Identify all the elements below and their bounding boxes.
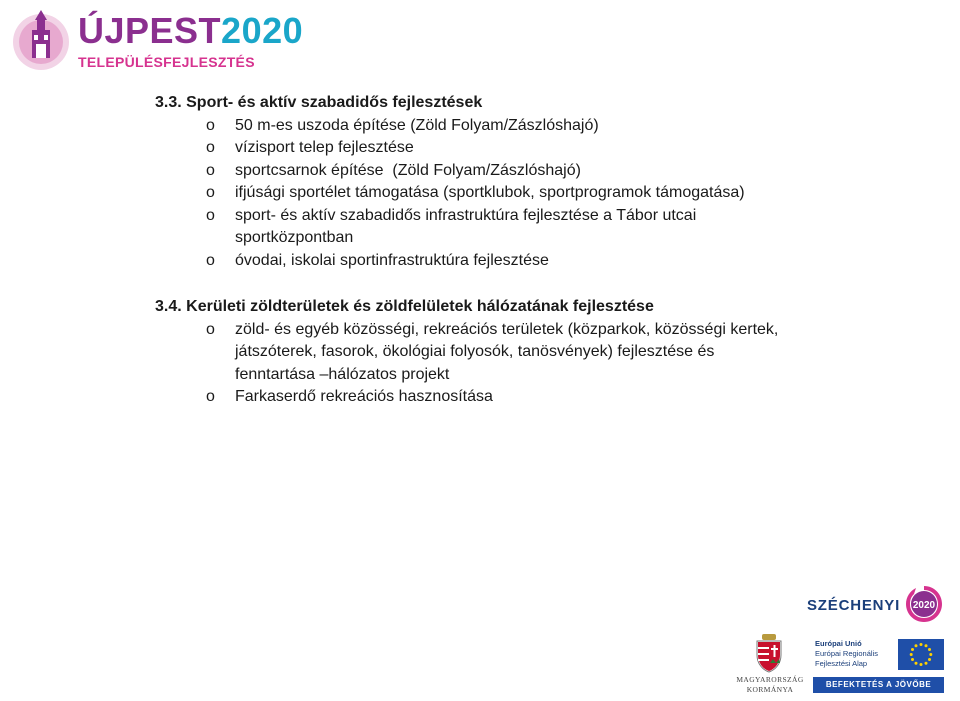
list-item-text: 50 m-es uszoda építése (Zöld Folyam/Zászlóshajó) xyxy=(235,116,599,134)
section-3-4-list xyxy=(155,319,855,409)
ujpest-crest-icon xyxy=(10,8,72,72)
eu-line-1: Európai Unió xyxy=(815,639,862,648)
logo-tagline: TELEPÜLÉSFEJLESZTÉS xyxy=(78,54,255,70)
document-body xyxy=(155,92,855,409)
list-item-text: ifjúsági sportélet támogatása (sportklubok, sportprogramok támogatása) xyxy=(235,184,745,201)
bullet-o-icon: o xyxy=(206,116,215,134)
bullet-o-icon: o xyxy=(206,139,215,156)
list-item-text-continued: fenntartása –hálózatos projekt xyxy=(235,365,450,383)
list-item-text: sport- és aktív szabadidős infrastruktúra fejlesztése a Tábor utcai xyxy=(235,206,697,224)
eu-flag-icon xyxy=(898,639,944,670)
government-line-2: KORMÁNYA xyxy=(746,685,794,694)
bullet-o-icon: o xyxy=(206,184,215,201)
list-item xyxy=(155,319,855,387)
section-title-3-3: 3.3. Sport- és aktív szabadidős fejlesztések xyxy=(155,94,483,111)
bullet-o-icon: o xyxy=(206,320,215,338)
ujpest-2020-logo xyxy=(10,8,304,73)
government-line-1: MAGYARORSZÁG xyxy=(736,675,804,684)
list-item xyxy=(155,386,855,409)
list-item-text: zöld- és egyéb közösségi, rekreációs területek (közparkok, közösségi kertek, xyxy=(235,320,779,338)
list-item xyxy=(155,160,855,183)
eu-line-3: Fejlesztési Alap xyxy=(815,659,868,668)
list-item-text: óvodai, iskolai sportinfrastruktúra fejlesztése xyxy=(235,251,549,269)
logo-name: ÚJPEST xyxy=(78,10,222,51)
logo-brand-text xyxy=(78,12,303,50)
list-item-text: Farkaserdő rekreációs hasznosítása xyxy=(235,388,493,405)
list-item xyxy=(155,182,855,205)
eu-fund-logo xyxy=(813,637,946,695)
szechenyi-2020-logo xyxy=(807,583,942,625)
section-title-3-4: 3.4. Kerületi zöldterületek és zöldfelületek hálózatának fejlesztése xyxy=(155,298,654,315)
funding-logos xyxy=(735,583,950,695)
logo-year: 2020 xyxy=(221,10,304,51)
eu-slogan-banner: BEFEKTETÉS A JÖVŐBE xyxy=(813,677,944,693)
eu-fund-text xyxy=(815,639,878,669)
list-item xyxy=(155,115,855,138)
bullet-o-icon: o xyxy=(206,388,215,405)
hungarian-coat-of-arms-icon xyxy=(753,633,785,673)
bullet-o-icon: o xyxy=(206,251,215,269)
hungarian-government-logo xyxy=(735,633,805,695)
bullet-o-icon: o xyxy=(206,206,215,224)
szechenyi-badge-text: 2020 xyxy=(912,600,936,611)
list-item xyxy=(155,205,855,250)
eu-line-2: Európai Regionális xyxy=(815,649,878,658)
list-item-text: sportcsarnok építése (Zöld Folyam/Zászlóshajó) xyxy=(235,161,581,179)
list-item xyxy=(155,137,855,160)
section-3-3-list xyxy=(155,115,855,273)
bullet-o-icon: o xyxy=(206,161,215,179)
szechenyi-2020-badge-icon xyxy=(905,585,943,623)
list-item-text-continued: játszóterek, fasorok, ökológiai folyosók, tanösvények) fejlesztése és xyxy=(235,343,715,360)
list-item xyxy=(155,250,855,273)
list-item-text: vízisport telep fejlesztése xyxy=(235,139,414,156)
list-item-text-continued: sportközpontban xyxy=(235,229,354,246)
szechenyi-word: SZÉCHENYI xyxy=(807,597,901,614)
